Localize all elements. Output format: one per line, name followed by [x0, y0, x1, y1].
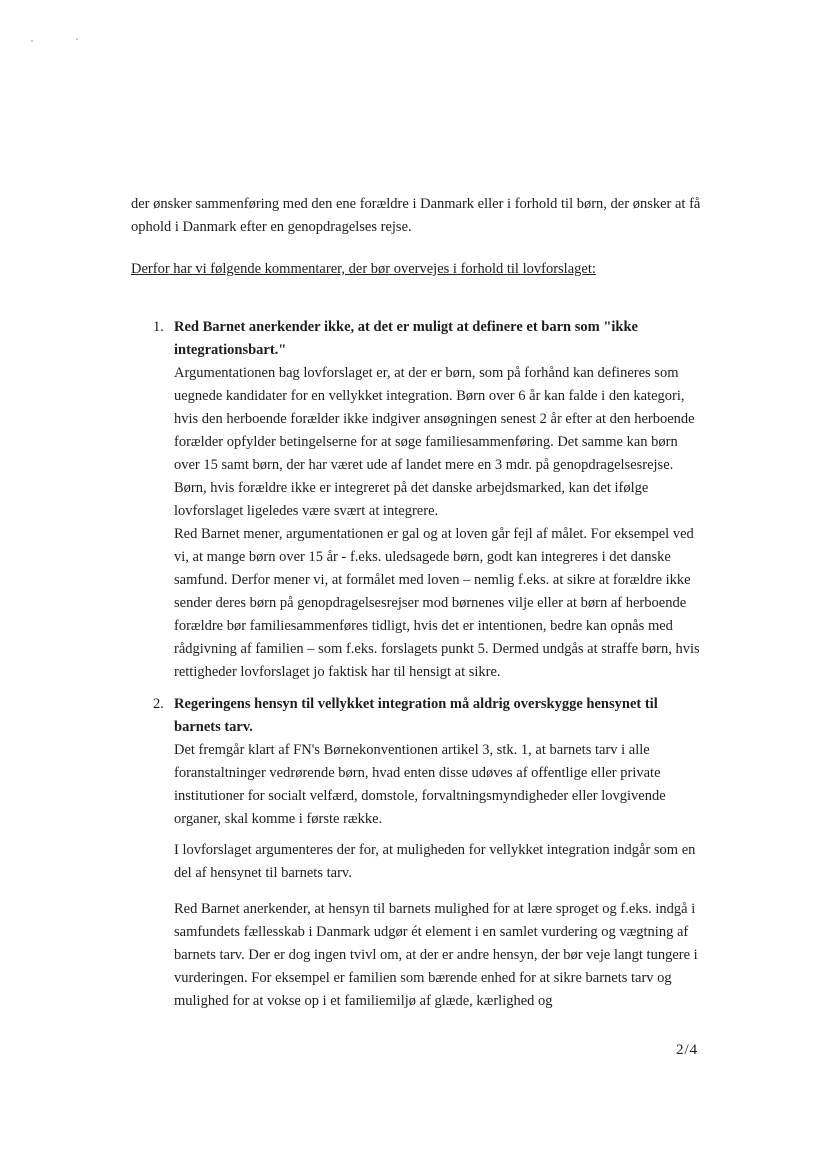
scan-speck — [31, 40, 33, 42]
item-number: 2. — [153, 696, 164, 712]
item-number: 1. — [153, 319, 164, 335]
section-heading: Derfor har vi følgende kommentarer, der bør overvejes i forhold til lovforslaget: — [131, 261, 596, 277]
item-paragraph: I lovforslaget argumenteres der for, at muligheden for vellykket integration indgår som en del af hensynet til barnets tarv. — [174, 842, 696, 881]
scan-speck — [76, 38, 78, 40]
item-paragraph: Argumentationen bag lovforslaget er, at der er børn, som på forhånd kan defineres som uegnede kandidater for en vellykket integration. Børn over 6 år kan falde i den kategori, hvis den herboende forælder ikke indgiver ansøgningen senest 2 år efter at den herboende forælder opfylder betingelserne for at søge familiesammenføring. Det samme kan børn over 15 samt børn, der har været ude af landet mere en 3 mdr. på genopdragelsesrejse. Børn, hvis forældre ikke er integreret på det danske arbejdsmarked, kan det ifølge lovforslaget ligeledes være svært at integrere. — [174, 365, 695, 519]
item-title: Red Barnet anerkender ikke, at det er muligt at definere et barn som "ikke integrationsbart." — [174, 319, 638, 358]
intro-paragraph: der ønsker sammenføring med den ene forældre i Danmark eller i forhold til børn, der ønsker at få ophold i Danmark efter en genopdragelses rejse. — [131, 196, 701, 235]
item-paragraph: Red Barnet anerkender, at hensyn til barnets mulighed for at lære sproget og f.eks. indgå i samfundets fællesskab i Danmark udgør ét element i en samlet vurdering og vægtning af barnets tarv. Der er dog ingen tvivl om, at der er andre hensyn, der bør veje langt tungere i vurderingen. For eksempel er familien som bærende enhed for at sikre barnets tarv og mulighed for at vokse op i et familiemiljø af glæde, kærlighed og — [174, 901, 698, 1009]
item-paragraph: Det fremgår klart af FN's Børnekonventionen artikel 3, stk. 1, at barnets tarv i alle foranstaltninger vedrørende børn, hvad enten disse udøves af offentlige eller private institutioner for socialt velfærd, domstole, forvaltningsmyndigheder eller lovgivende organer, skal komme i første række. — [174, 742, 666, 827]
page-number: 2/4 — [676, 1042, 699, 1058]
item-paragraph: Red Barnet mener, argumentationen er gal og at loven går fejl af målet. For eksempel ved vi, at mange børn over 15 år - f.eks. uledsagede børn, godt kan integreres i det danske samfund. Derfor mener vi, at formålet med loven – nemlig f.eks. at sikre at forældre ikke sender deres børn på genopdragelsesrejser mod børnenes vilje eller at børn af herboende forældre bør familiesammenføres tidligt, hvis det er intentionen, bedre kan opnås med rådgivning af familien – som f.eks. forslagets punkt 5. Dermed undgås at straffe børn, hvis rettigheder lovforslaget jo faktisk har til hensigt at sikre. — [174, 526, 700, 680]
item-title: Regeringens hensyn til vellykket integration må aldrig overskygge hensynet til barnets tarv. — [174, 696, 658, 735]
